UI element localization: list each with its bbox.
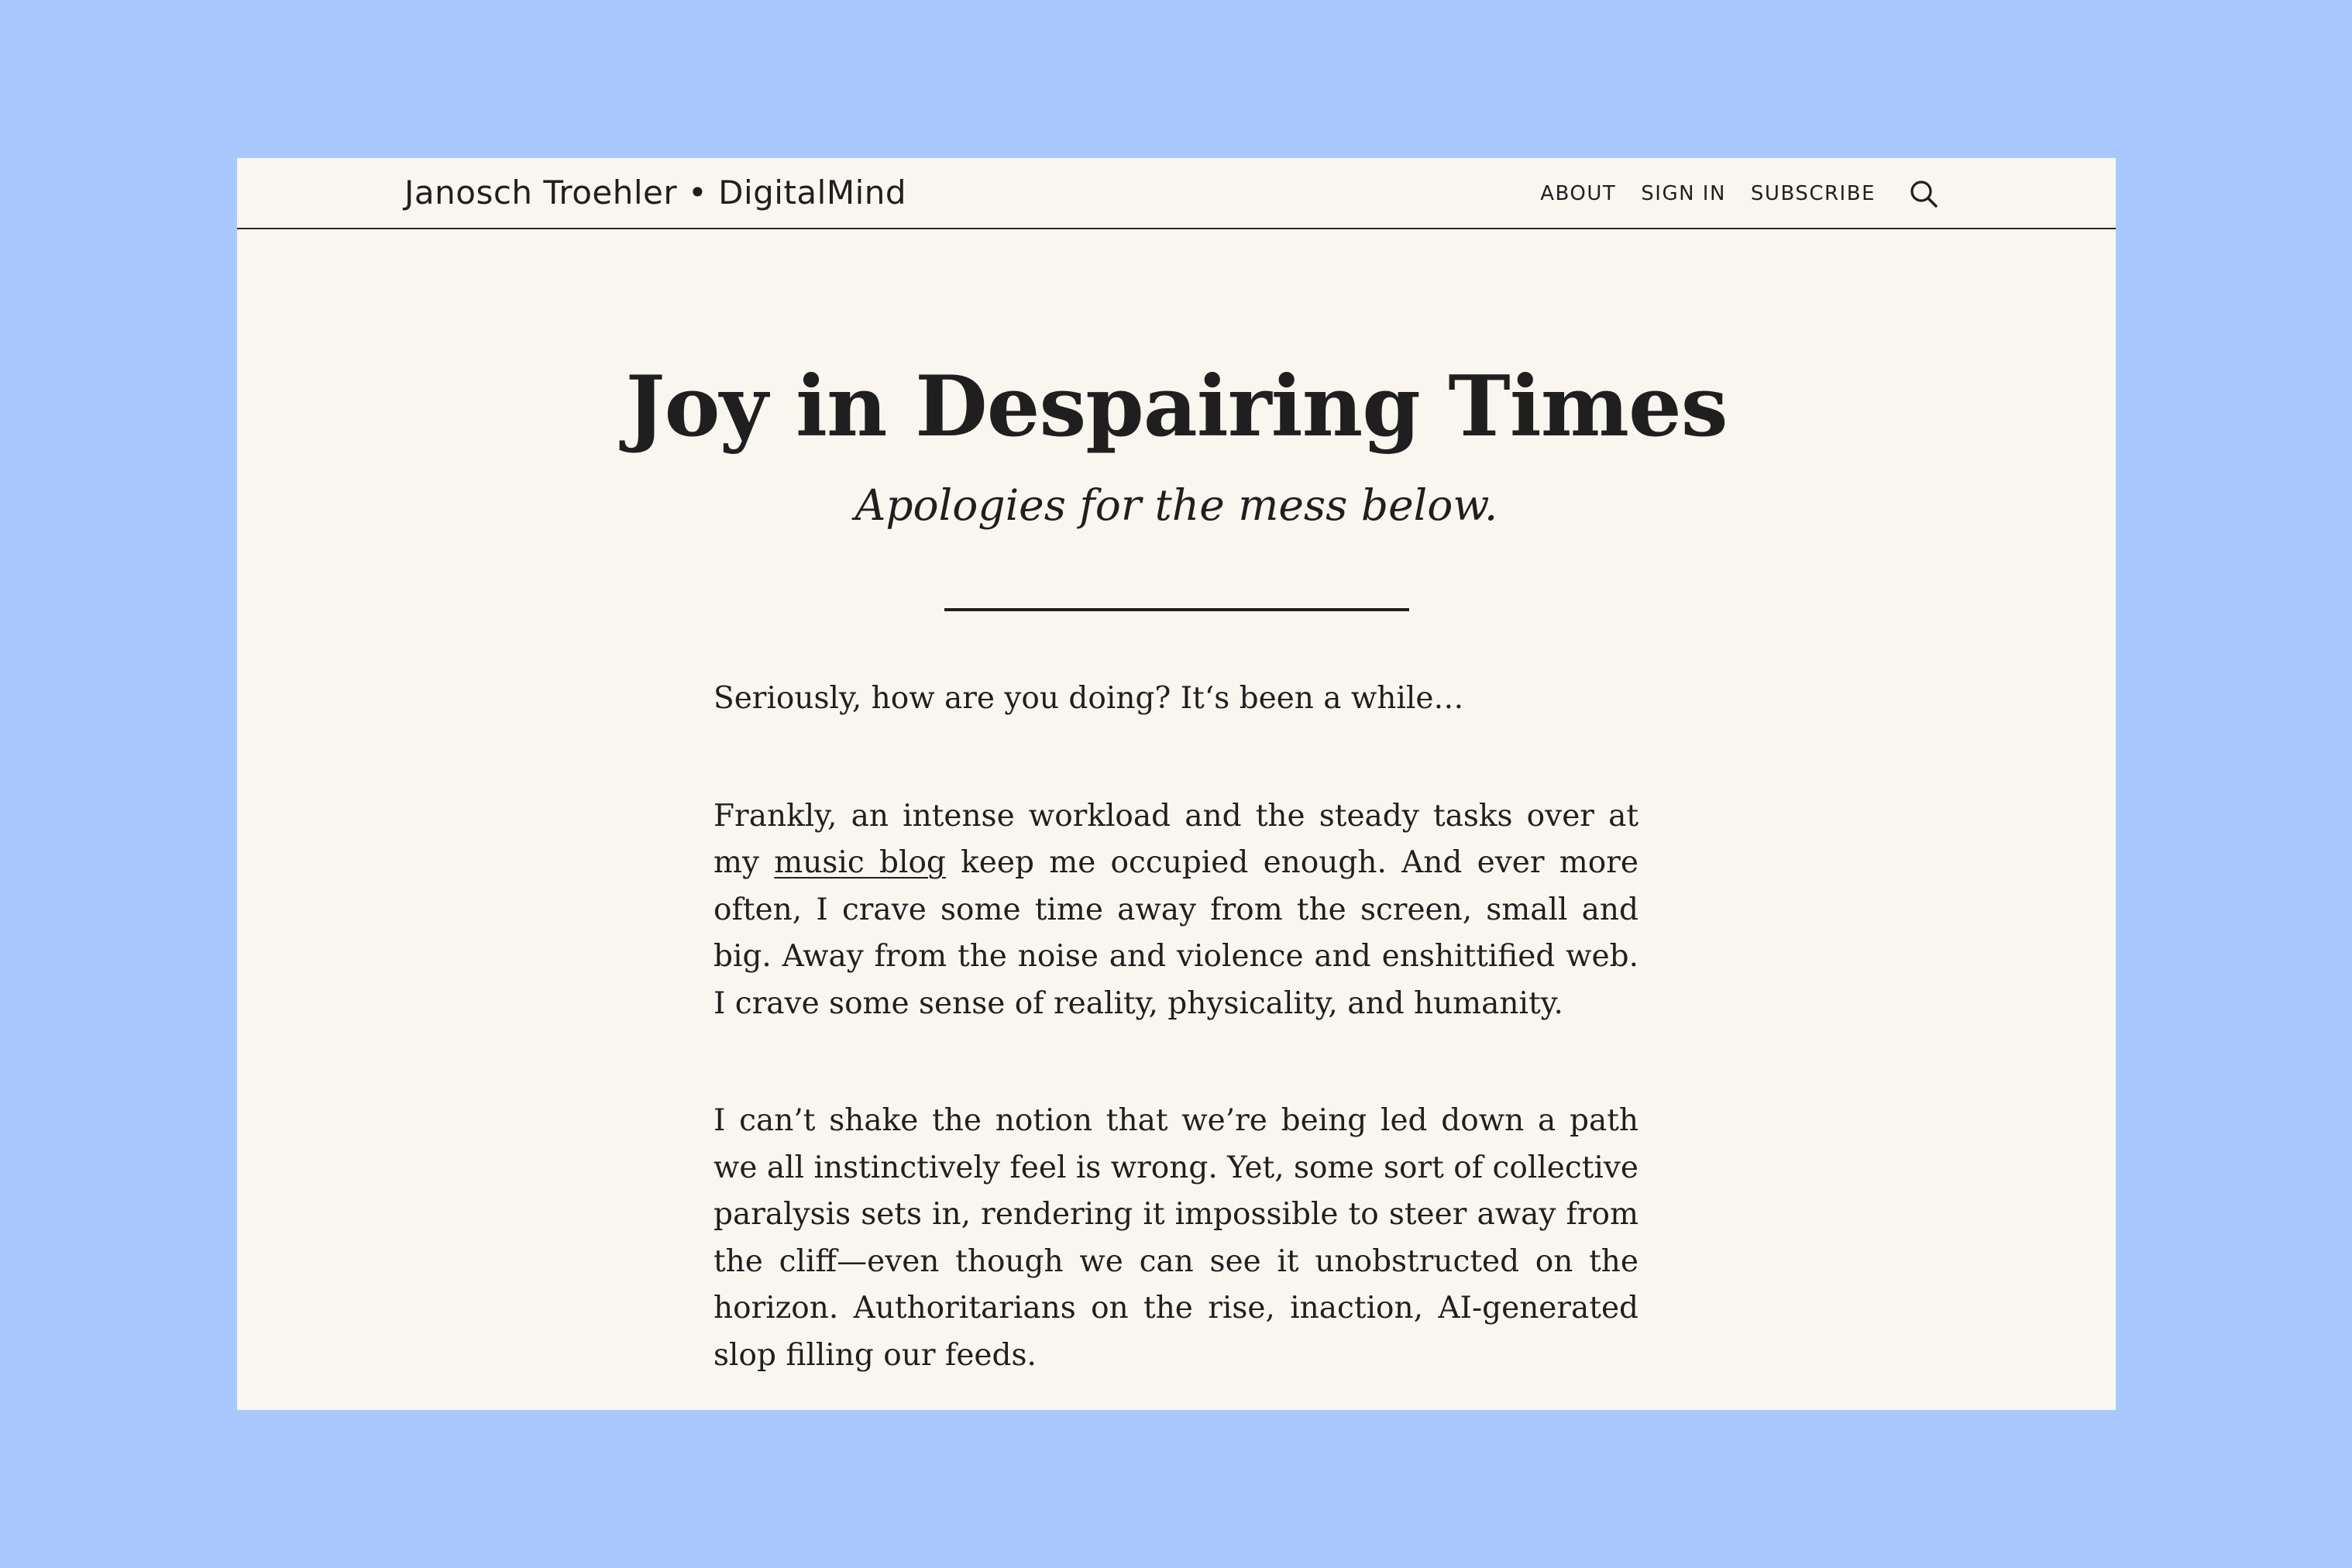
article-paragraph-3: I can’t shake the notion that we’re being led down a path we all instinctively feel is wrong. Yet, some sort of collective paralysis sets in, rendering it impossible to steer away from the cliff—even though we can see it unobstructed on the horizon. Authoritarians on the rise, inaction, AI-generated slop filling our feeds.	[714, 1103, 1638, 1373]
site-title[interactable]: Janosch Troehler • DigitalMind	[404, 174, 907, 211]
main-nav	[1540, 178, 1939, 209]
article-title: Joy in Despairing Times	[625, 358, 1728, 456]
music-blog-link[interactable]: music blog	[774, 845, 946, 880]
article-subtitle: Apologies for the mess below.	[854, 480, 1498, 530]
paragraph-2-text-start: Frankly, an intense workload and the steady tasks over at my	[714, 798, 1638, 880]
article-paragraph-1: Seriously, how are you doing? It‘s been a while…	[714, 681, 1464, 716]
article-paragraph-2	[714, 793, 1638, 1028]
paragraph-2-text-end: keep me occupied enough. And ever more often, I crave some time away from the screen, small and big. Away from the noise and violence and enshittified web. I crave some sense of reality, physicality, and humanity.	[714, 845, 1638, 1021]
site-header	[237, 158, 2116, 229]
title-divider	[944, 608, 1409, 611]
nav-about-link[interactable]: ABOUT	[1540, 182, 1617, 205]
nav-sign-in-link[interactable]: SIGN IN	[1641, 182, 1726, 205]
nav-subscribe-link[interactable]: SUBSCRIBE	[1750, 182, 1876, 205]
search-icon[interactable]	[1908, 178, 1939, 209]
article-body	[714, 676, 1638, 1410]
browser-page	[237, 158, 2116, 1410]
